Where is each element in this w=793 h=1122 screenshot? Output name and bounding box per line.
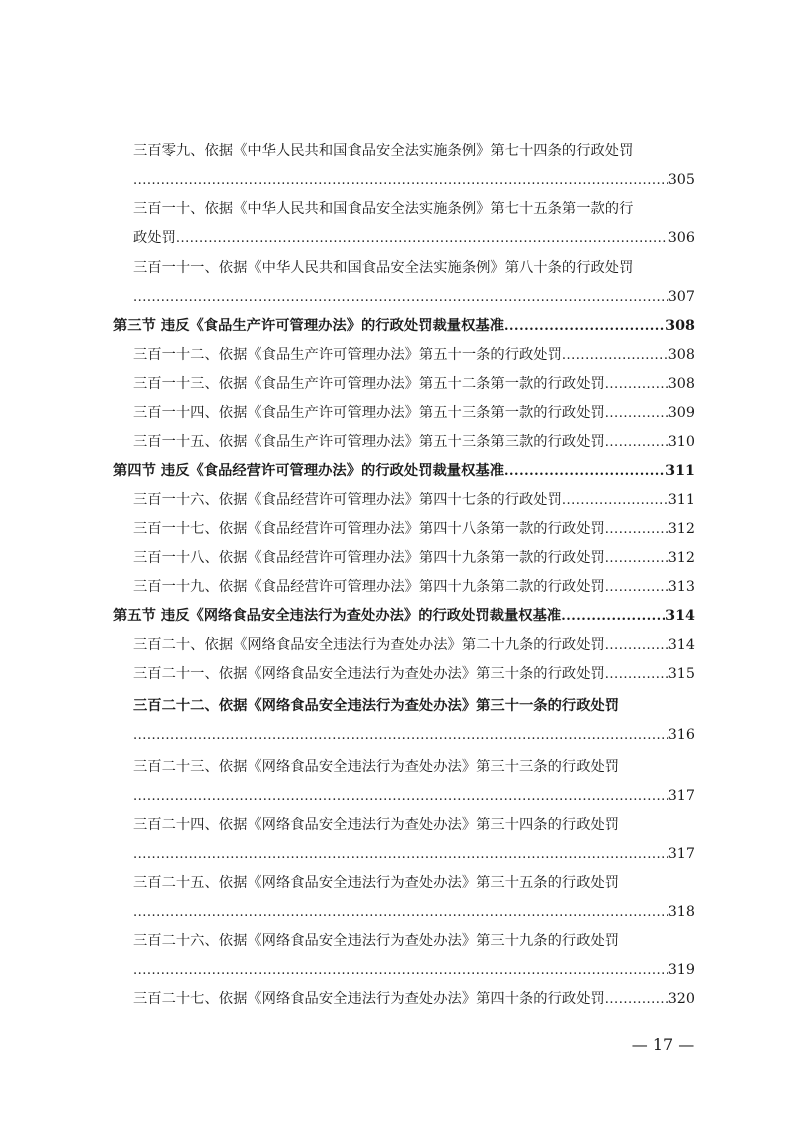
toc-entry-327[interactable] bbox=[133, 988, 695, 1010]
dot-leader bbox=[605, 403, 668, 424]
toc-page-number: 308 bbox=[667, 347, 695, 363]
toc-entry-309-leader[interactable] bbox=[133, 169, 695, 191]
toc-entry-324-title[interactable]: 三百二十四、依据《网络食品安全违法行为查处办法》第三十四条的行政处罚 bbox=[133, 817, 620, 833]
toc-entry-322-leader[interactable] bbox=[133, 724, 695, 746]
dot-leader bbox=[133, 725, 668, 746]
dot-leader bbox=[605, 989, 668, 1010]
toc-entry-325-leader[interactable] bbox=[133, 901, 695, 923]
toc-entry-317[interactable] bbox=[133, 518, 695, 540]
toc-entry-title: 三百一十九、依据《食品经营许可管理办法》第四十九条第二款的行政处罚 bbox=[133, 579, 605, 595]
toc-entry-314[interactable] bbox=[133, 402, 695, 424]
toc-section-title: 第五节 违反《网络食品安全违法行为查处办法》的行政处罚裁量权基准 bbox=[113, 608, 562, 624]
toc-entry-title: 三百一十三、依据《食品生产许可管理办法》第五十二条第一款的行政处罚 bbox=[133, 376, 605, 392]
toc-page-number: 317 bbox=[667, 788, 695, 804]
toc-page-number: 311 bbox=[667, 492, 695, 508]
toc-section-5[interactable] bbox=[113, 605, 695, 627]
dot-leader bbox=[562, 345, 668, 366]
toc-page-number: 313 bbox=[667, 579, 695, 595]
toc-entry-title: 三百二十七、依据《网络食品安全违法行为查处办法》第四十条的行政处罚 bbox=[133, 991, 605, 1007]
toc-entry-310-title[interactable]: 三百一十、依据《中华人民共和国食品安全法实施条例》第七十五条第一款的行 bbox=[133, 201, 634, 217]
toc-page-number: 319 bbox=[667, 962, 695, 978]
toc-page-number: 315 bbox=[667, 666, 695, 682]
toc-page-number: 312 bbox=[667, 550, 695, 566]
dot-leader bbox=[133, 844, 668, 865]
toc-entry-title: 三百二十、依据《网络食品安全违法行为查处办法》第二十九条的行政处罚 bbox=[133, 637, 605, 653]
footer-page-number: — 17 — bbox=[631, 1035, 695, 1054]
toc-entry-continuation: 政处罚 bbox=[133, 230, 176, 246]
toc-entry-title: 三百一十五、依据《食品生产许可管理办法》第五十三条第三款的行政处罚 bbox=[133, 434, 605, 450]
toc-entry-323-leader[interactable] bbox=[133, 785, 695, 807]
dot-leader bbox=[176, 228, 668, 249]
dot-leader bbox=[504, 461, 665, 482]
toc-entry-311-title[interactable]: 三百一十一、依据《中华人民共和国食品安全法实施条例》第八十条的行政处罚 bbox=[133, 260, 634, 276]
toc-entry-title: 三百一十二、依据《食品生产许可管理办法》第五十一条的行政处罚 bbox=[133, 347, 562, 363]
dot-leader bbox=[605, 519, 668, 540]
toc-entry-title: 三百一十四、依据《食品生产许可管理办法》第五十三条第一款的行政处罚 bbox=[133, 405, 605, 421]
toc-entry-title: 三百一十八、依据《食品经营许可管理办法》第四十九条第一款的行政处罚 bbox=[133, 550, 605, 566]
toc-entry-309-title[interactable]: 三百零九、依据《中华人民共和国食品安全法实施条例》第七十四条的行政处罚 bbox=[133, 143, 634, 159]
toc-page-number: 316 bbox=[667, 727, 695, 743]
dot-leader bbox=[605, 374, 668, 395]
toc-page-number: 305 bbox=[667, 172, 695, 188]
toc-page-number: 314 bbox=[665, 608, 695, 624]
toc-entry-title: 三百一十六、依据《食品经营许可管理办法》第四十七条的行政处罚 bbox=[133, 492, 562, 508]
toc-entry-310-leader[interactable] bbox=[133, 227, 695, 249]
dot-leader bbox=[504, 316, 665, 337]
toc-entry-320[interactable] bbox=[133, 634, 695, 656]
toc-entry-315[interactable] bbox=[133, 431, 695, 453]
dot-leader bbox=[133, 170, 668, 191]
dot-leader bbox=[133, 786, 668, 807]
dot-leader bbox=[133, 287, 668, 308]
toc-entry-312[interactable] bbox=[133, 344, 695, 366]
toc-page-number: 320 bbox=[667, 991, 695, 1007]
toc-page-number: 314 bbox=[667, 637, 695, 653]
toc-entry-324-leader[interactable] bbox=[133, 843, 695, 865]
toc-entry-316[interactable] bbox=[133, 489, 695, 511]
toc-entry-325-title[interactable]: 三百二十五、依据《网络食品安全违法行为查处办法》第三十五条的行政处罚 bbox=[133, 875, 620, 891]
toc-entry-318[interactable] bbox=[133, 547, 695, 569]
dot-leader bbox=[133, 902, 668, 923]
toc-section-4[interactable] bbox=[113, 460, 695, 482]
toc-section-3[interactable] bbox=[113, 315, 695, 337]
toc-entry-326-leader[interactable] bbox=[133, 959, 695, 981]
toc-page-number: 308 bbox=[665, 318, 695, 334]
toc-entry-313[interactable] bbox=[133, 373, 695, 395]
dot-leader bbox=[605, 635, 668, 656]
toc-page-number: 306 bbox=[667, 230, 695, 246]
toc-section-title: 第三节 违反《食品生产许可管理办法》的行政处罚裁量权基准 bbox=[113, 318, 504, 334]
dot-leader bbox=[133, 960, 668, 981]
dot-leader bbox=[605, 548, 668, 569]
dot-leader bbox=[605, 432, 668, 453]
toc-page-number: 317 bbox=[667, 846, 695, 862]
toc-entry-323-title[interactable]: 三百二十三、依据《网络食品安全违法行为查处办法》第三十三条的行政处罚 bbox=[133, 759, 620, 775]
toc-section-title: 第四节 违反《食品经营许可管理办法》的行政处罚裁量权基准 bbox=[113, 463, 504, 479]
dot-leader bbox=[605, 577, 668, 598]
toc-page-number: 309 bbox=[667, 405, 695, 421]
toc-entry-322-title[interactable]: 三百二十二、依据《网络食品安全违法行为查处办法》第三十一条的行政处罚 bbox=[133, 698, 620, 714]
toc-page-number: 311 bbox=[665, 463, 695, 479]
dot-leader bbox=[562, 490, 668, 511]
toc-entry-326-title[interactable]: 三百二十六、依据《网络食品安全违法行为查处办法》第三十九条的行政处罚 bbox=[133, 933, 620, 949]
toc-page-number: 307 bbox=[667, 289, 695, 305]
toc-entry-319[interactable] bbox=[133, 576, 695, 598]
toc-entry-321[interactable] bbox=[133, 663, 695, 685]
dot-leader bbox=[605, 664, 668, 685]
dot-leader bbox=[561, 606, 665, 627]
toc-page-number: 310 bbox=[667, 434, 695, 450]
toc-page-number: 308 bbox=[667, 376, 695, 392]
toc-page-number: 312 bbox=[667, 521, 695, 537]
toc-entry-title: 三百一十七、依据《食品经营许可管理办法》第四十八条第一款的行政处罚 bbox=[133, 521, 605, 537]
toc-entry-311-leader[interactable] bbox=[133, 286, 695, 308]
toc-page-number: 318 bbox=[667, 904, 695, 920]
toc-entry-title: 三百二十一、依据《网络食品安全违法行为查处办法》第三十条的行政处罚 bbox=[133, 666, 605, 682]
